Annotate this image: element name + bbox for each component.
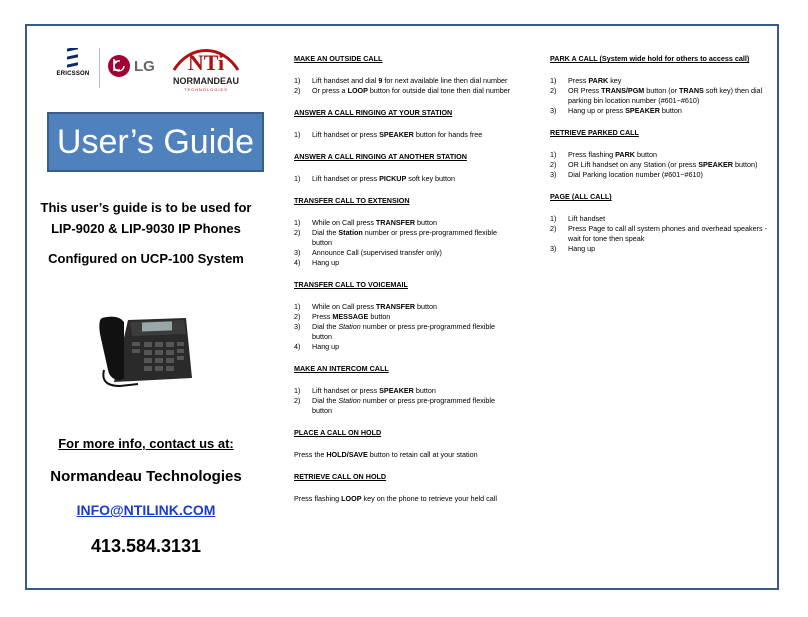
list-item: 2) OR Press TRANS/PGM button (or TRANS soft key) then dial parking bin location number (#601~#610) (550, 86, 763, 105)
park-steps (550, 76, 775, 116)
list-item: 2) Dial the Station number or press pre-programmed flexible button (294, 396, 495, 415)
normandeau-label: NORMANDEAU (173, 76, 239, 86)
instructions-column-middle (294, 54, 514, 516)
intro-line-2: LIP-9020 & LIP-9030 IP Phones (51, 221, 241, 236)
users-guide-title: User’s Guide (47, 112, 264, 172)
intercom-steps (294, 386, 514, 416)
section-title-answer-other: ANSWER A CALL RINGING AT ANOTHER STATION (294, 152, 467, 161)
list-item: 4) Hang up (294, 258, 340, 267)
ericsson-mark-icon (65, 48, 81, 68)
list-item: 1) Press flashing PARK button (550, 150, 657, 159)
list-item: 2) Press Page to call all system phones and overhead speakers - wait for tone then speak (550, 224, 767, 243)
instructions-column-right (550, 54, 775, 266)
list-item: 1) Lift handset or press SPEAKER button (294, 386, 436, 395)
list-item: 1) While on Call press TRANSFER button (294, 302, 438, 311)
retrieve-park-steps (550, 150, 775, 180)
section-title-answer-own: ANSWER A CALL RINGING AT YOUR STATION (294, 108, 453, 117)
list-item: 2) Or press a LOOP button for outside dial tone then dial number (294, 86, 511, 95)
ericsson-label: ERICSSON (56, 71, 90, 77)
outside-call-steps (294, 76, 514, 96)
section-title-outside-call: MAKE AN OUTSIDE CALL (294, 54, 383, 63)
list-item: 3) Announce Call (supervised transfer only) (294, 248, 442, 257)
section-title-intercom: MAKE AN INTERCOM CALL (294, 364, 389, 373)
section-title-transfer-extension: TRANSFER CALL TO EXTENSION (294, 196, 410, 205)
hold-instruction: Press the HOLD/SAVE button to retain call at your station (294, 450, 478, 459)
logo-row (52, 40, 252, 102)
transfer-extension-steps (294, 218, 514, 268)
section-title-transfer-voicemail: TRANSFER CALL TO VOICEMAIL (294, 280, 408, 289)
list-item: 2) OR Lift handset on any Station (or press SPEAKER button) (550, 160, 758, 169)
lg-label: LG (134, 58, 155, 75)
transfer-voicemail-steps (294, 302, 514, 352)
retrieve-hold-instruction: Press flashing LOOP key on the phone to retrieve your held call (294, 494, 497, 503)
phone-number: 413.584.3131 (90, 536, 202, 556)
logo-divider (99, 48, 100, 88)
lg-face-icon (107, 54, 131, 78)
configured-line: Configured on UCP-100 System (48, 251, 244, 266)
answer-other-steps (294, 174, 514, 184)
list-item: 1) Lift handset and dial 9 for next available line then dial number (294, 76, 508, 85)
list-item: 3) Hang up (550, 244, 596, 253)
list-item: 3) Dial Parking location number (#601~#610) (550, 170, 703, 179)
list-item: 3) Dial the Station number or press pre-programmed flexible button (294, 322, 495, 341)
list-item: 4) Hang up (294, 342, 340, 351)
answer-own-steps (294, 130, 514, 140)
list-item: 2) Press MESSAGE button (294, 312, 391, 321)
list-item: 2) Dial the Station number or press pre-programmed flexible button (294, 228, 497, 247)
list-item: 1) Lift handset (550, 214, 606, 223)
list-item: 3) Hang up or press SPEAKER button (550, 106, 682, 115)
contact-heading: For more info, contact us at: (58, 436, 234, 451)
list-item: 1) Lift handset or press PICKUP soft key button (294, 174, 456, 183)
intro-line-1: This user’s guide is to be used for (40, 200, 252, 215)
section-title-retrieve-hold: RETRIEVE CALL ON HOLD (294, 472, 387, 481)
list-item: 1) Lift handset or press SPEAKER button for hands free (294, 130, 483, 139)
list-item: 1) Press PARK key (550, 76, 622, 85)
svg-text:NTi: NTi (187, 50, 225, 75)
list-item: 1) While on Call press TRANSFER button (294, 218, 438, 227)
email-link[interactable]: INFO@NTILINK.COM (76, 502, 216, 518)
section-title-park: PARK A CALL (System wide hold for others to access call) (550, 54, 750, 63)
lg-logo (107, 54, 159, 80)
ip-phone-image (98, 312, 194, 388)
section-title-hold: PLACE A CALL ON HOLD (294, 428, 382, 437)
section-title-retrieve-park: RETRIEVE PARKED CALL (550, 128, 639, 137)
technologies-label: TECHNOLOGIES (184, 87, 228, 92)
page-steps (550, 214, 775, 254)
company-name: Normandeau Technologies (50, 468, 242, 485)
nti-mark-icon (160, 40, 252, 76)
ericsson-logo (52, 48, 94, 77)
section-title-page: PAGE (ALL CALL) (550, 192, 612, 201)
normandeau-logo (160, 40, 252, 100)
